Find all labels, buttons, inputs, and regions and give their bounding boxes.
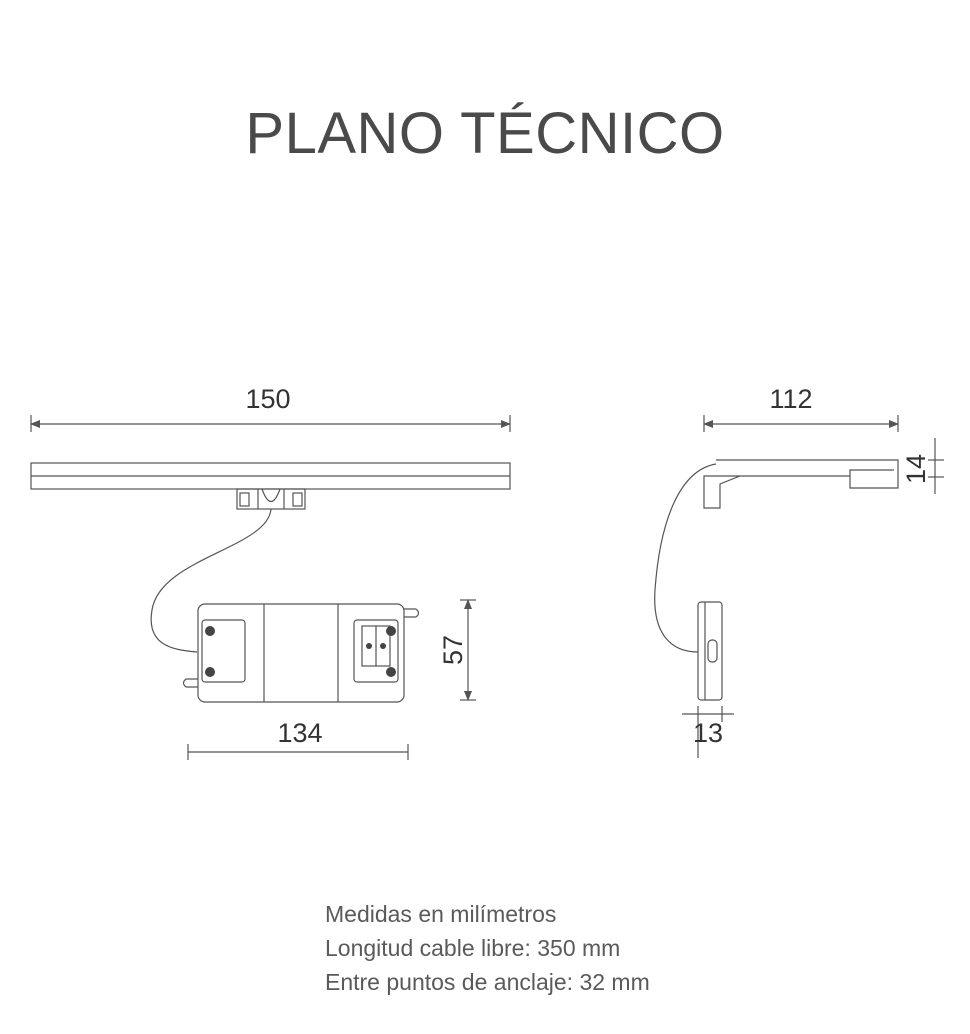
terminal-screws — [205, 626, 396, 677]
driver-box — [184, 604, 419, 702]
arm-profile — [704, 460, 898, 508]
dim-label-112: 112 — [769, 384, 813, 414]
notes — [325, 897, 650, 999]
driver-side — [698, 602, 722, 700]
dim-label-57: 57 — [438, 634, 468, 666]
side-cable — [655, 464, 716, 652]
note-cable-length: Longitud cable libre: 350 mm — [325, 935, 621, 961]
mounting-clip — [237, 489, 305, 509]
dim-label-13: 13 — [692, 718, 724, 748]
front-view — [31, 415, 510, 760]
dim-label-134: 134 — [277, 718, 323, 748]
page-title: PLANO TÉCNICO — [245, 101, 725, 166]
note-units: Medidas en milímetros — [325, 901, 557, 927]
dim-label-14: 14 — [901, 453, 931, 485]
dim-label-150: 150 — [245, 384, 291, 414]
note-anchor-distance: Entre puntos de anclaje: 32 mm — [325, 969, 650, 995]
